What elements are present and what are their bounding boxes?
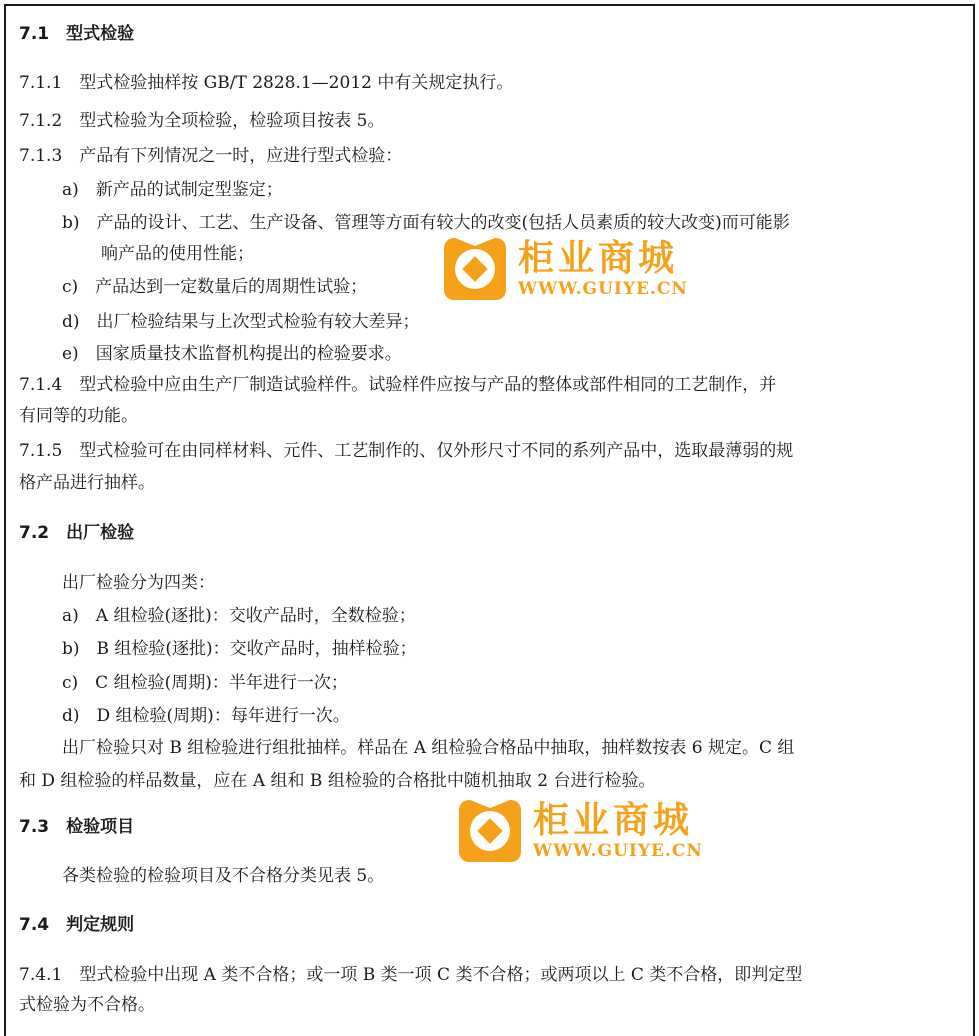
section-7-2-intro: 出厂检验分为四类： — [62, 573, 215, 593]
clause-7-1-3-item-d: d) 出厂检验结果与上次型式检验有较大差异； — [62, 312, 420, 332]
clause-7-1-3-item-e: e) 国家质量技术监督机构提出的检验要求。 — [62, 344, 402, 364]
clause-7-1-5-line2: 格产品进行抽样。 — [19, 473, 155, 493]
clause-7-1-1: 7.1.1 型式检验抽样按 GB/T 2828.1—2012 中有关规定执行。 — [19, 73, 514, 93]
clause-7-4-1-line1: 7.4.1 型式检验中出现 A 类不合格；或一项 B 类一项 C 类不合格；或两项以上 C 类不合格，即判定型 — [19, 965, 803, 985]
section-7-1-heading: 7.1 型式检验 — [19, 24, 135, 44]
watermark-brand-en: WWW.GUIYE.CN — [533, 841, 703, 861]
clause-7-1-2: 7.1.2 型式检验为全项检验，检验项目按表 5。 — [19, 111, 385, 131]
clause-7-1-3-item-b-line2: 响产品的使用性能； — [101, 244, 254, 264]
watermark-brand-cn: 柜业商城 — [533, 800, 694, 841]
clause-7-1-4-line2: 有同等的功能。 — [19, 406, 138, 426]
clause-7-1-5-line1: 7.1.5 型式检验可在由同样材料、元件、工艺制作的、仅外形尺寸不同的系列产品中，选取最薄弱的规 — [19, 441, 794, 461]
section-7-3-text: 各类检验的检验项目及不合格分类见表 5。 — [62, 866, 385, 886]
section-7-3-heading: 7.3 检验项目 — [19, 817, 135, 837]
section-7-2-item-b: b) B 组检验(逐批)：交收产品时，抽样检验； — [62, 639, 417, 659]
section-7-2-heading: 7.2 出厂检验 — [19, 523, 135, 543]
section-7-2-note-line2: 和 D 组检验的样品数量，应在 A 组和 B 组检验的合格批中随机抽取 2 台进行检验。 — [19, 771, 656, 791]
section-7-2-item-c: c) C 组检验(周期)：半年进行一次； — [62, 673, 348, 693]
clause-7-1-3-item-b-line1: b) 产品的设计、工艺、生产设备、管理等方面有较大的改变(包括人员素质的较大改变)而可能影 — [62, 213, 790, 233]
clause-7-1-3-item-c: c) 产品达到一定数量后的周期性试验； — [62, 277, 368, 297]
clause-7-1-4-line1: 7.1.4 型式检验中应由生产厂制造试验样件。试验样件应按与产品的整体或部件相同的工艺制作，并 — [19, 375, 777, 395]
clause-7-4-1-line2: 式检验为不合格。 — [19, 995, 155, 1015]
watermark-brand-cn: 柜业商城 — [518, 238, 679, 279]
clause-7-1-3: 7.1.3 产品有下列情况之一时，应进行型式检验： — [19, 146, 403, 166]
section-7-2-item-d: d) D 组检验(周期)：每年进行一次。 — [62, 706, 350, 726]
section-7-2-item-a: a) A 组检验(逐批)：交收产品时，全数检验； — [62, 606, 416, 626]
clause-7-1-3-item-a: a) 新产品的试制定型鉴定； — [62, 180, 283, 200]
section-7-4-heading: 7.4 判定规则 — [19, 915, 135, 935]
section-7-2-note-line1: 出厂检验只对 B 组检验进行组批抽样。样品在 A 组检验合格品中抽取，抽样数按表 6 规定。C 组 — [62, 738, 795, 758]
watermark-brand-en: WWW.GUIYE.CN — [518, 279, 688, 299]
